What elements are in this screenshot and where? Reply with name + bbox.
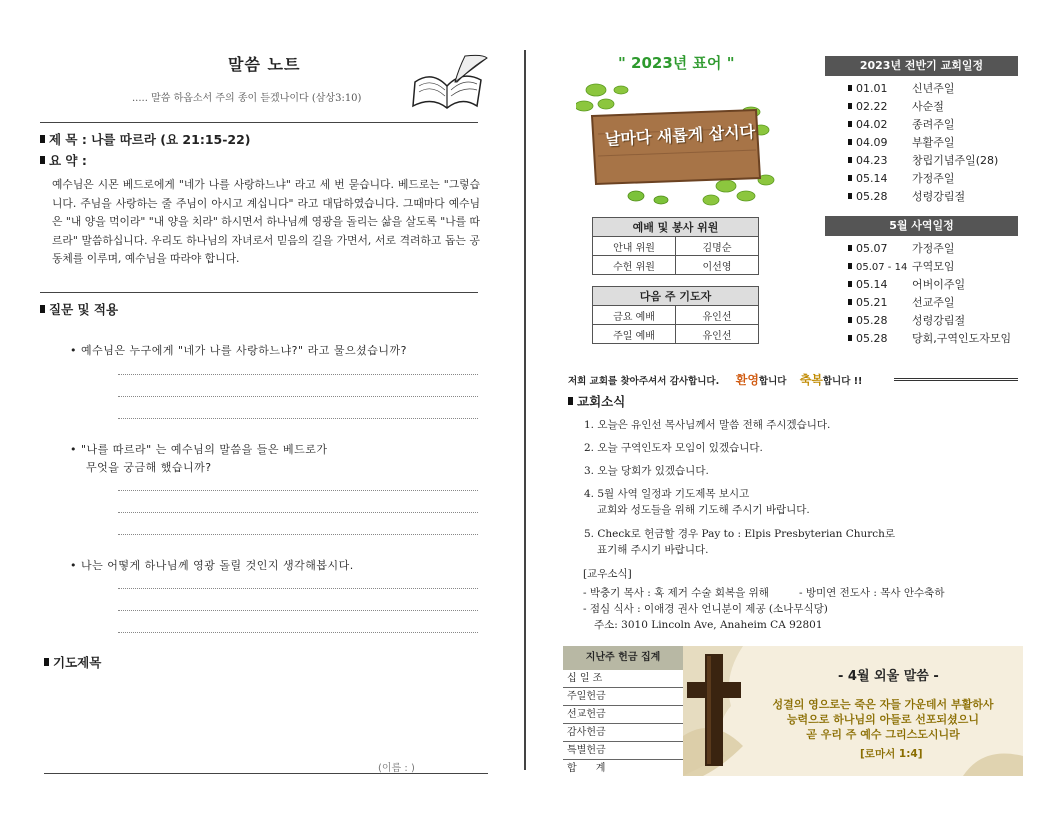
summary-text: 예수님은 시몬 베드로에게 "네가 나를 사랑하느냐" 라고 세 번 묻습니다. 베드로는 "그렇습니다. 주님을 사랑하는 줄 주님이 아시고 계십니다" 라고 대답하였습니다. 그때마다 예수님은 "내 양을 먹이라" "내 양을 치라" 하시면서 하나님께 영광을 돌리는 삶을 살도록 "나를 따르라" 말씀하십니다. 우리도 하나님의 자녀로서 믿음의 길을 가면서, 서로 격려하고 돕는 공동체를 이루며, 예수님을 따라야 합니다. xyxy=(52,178,480,265)
prayer-heading: 기도제목 xyxy=(44,653,101,671)
schedule-event: 성령강림절 xyxy=(912,190,966,203)
schedule-date: 05.28 xyxy=(856,332,888,345)
offering-row: 선교헌금 xyxy=(563,706,683,724)
offering-row: 특별헌금 xyxy=(563,742,683,760)
schedule-event: 가정주일 xyxy=(912,242,955,255)
members-address: 주소: 3010 Lincoln Ave, Anaheim CA 92801 xyxy=(594,619,823,631)
schedule-date: 01.01 xyxy=(856,82,888,95)
bullet-icon xyxy=(848,317,852,323)
question-1: • 예수님은 누구에게 "네가 나를 사랑하느냐?" 라고 물으셨습니까? xyxy=(70,344,407,357)
page-title: 말씀 노트 xyxy=(228,55,301,74)
prayer-role: 금요 예배 xyxy=(593,306,676,325)
news-item-4-line-2: 교회와 성도들을 위해 기도해 주시기 바랍니다. xyxy=(597,504,810,516)
schedule-event: 성령강림절 xyxy=(912,314,966,327)
schedule-event: 당회,구역인도자모임 xyxy=(912,332,1012,345)
answer-line xyxy=(118,396,478,397)
staff-name: 김명순 xyxy=(676,237,759,256)
schedule-event: 어버이주일 xyxy=(912,278,966,291)
news-item-1: 1. 오늘은 유인선 목사님께서 말씀 전해 주시겠습니다. xyxy=(584,419,831,431)
bullet-icon xyxy=(848,299,852,305)
news-item-5-line-1: 5. Check로 헌금할 경우 Pay to : Elpis Presbyterian Church로 xyxy=(584,528,896,540)
bullet-icon xyxy=(848,245,852,251)
schedule-date: 05.28 xyxy=(856,190,888,203)
news-item-5-line-2: 표기해 주시기 바랍니다. xyxy=(597,544,709,556)
motto-text: 날마다 새롭게 삽시다 xyxy=(604,122,756,149)
may-schedule-list xyxy=(848,240,1011,348)
question-2-line-2: 무엇을 궁금해 했습니까? xyxy=(86,461,212,474)
schedule-event: 창립기념주일(28) xyxy=(912,154,999,167)
answer-line xyxy=(118,512,478,513)
h1-schedule-title: 2023년 전반기 교회일정 xyxy=(825,56,1018,76)
next-prayer-title: 다음 주 기도자 xyxy=(593,287,759,306)
staff-role: 안내 위원 xyxy=(593,237,676,256)
answer-line xyxy=(118,610,478,611)
welcome-banner: 저희 교회를 찾아주셔서 감사합니다. 환영합니다 축복합니다 !! xyxy=(568,373,863,387)
schedule-date: 05.14 xyxy=(856,278,888,291)
prayer-name: 유인선 xyxy=(676,306,759,325)
schedule-row xyxy=(848,80,998,98)
schedule-event: 부활주일 xyxy=(912,136,955,149)
schedule-date: 05.07 - 14 xyxy=(856,262,908,273)
staff-name: 이선영 xyxy=(676,256,759,275)
question-3: • 나는 어떻게 하나님께 영광 돌릴 것인지 생각해봅시다. xyxy=(70,559,354,572)
book-quill-icon xyxy=(407,52,489,114)
bullet-icon xyxy=(848,281,852,287)
offering-row: 감사헌금 xyxy=(563,724,683,742)
bullet-icon xyxy=(848,121,852,127)
bullet-icon xyxy=(848,85,852,91)
schedule-date: 04.09 xyxy=(856,136,888,149)
schedule-date: 04.02 xyxy=(856,118,888,131)
center-divider xyxy=(524,50,526,770)
schedule-row xyxy=(848,240,1011,258)
schedule-event: 가정주일 xyxy=(912,172,955,185)
schedule-row xyxy=(848,98,998,116)
bullet-icon xyxy=(848,175,852,181)
answer-line xyxy=(118,534,478,535)
bullet-icon xyxy=(848,193,852,199)
bullet-icon xyxy=(848,157,852,163)
news-item-4-line-1: 4. 5월 사역 일정과 기도제목 보시고 xyxy=(584,488,750,500)
schedule-date: 04.23 xyxy=(856,154,888,167)
bullet-icon xyxy=(848,335,852,341)
news-heading: 교회소식 xyxy=(568,392,625,410)
members-line-1: - 박충기 목사 : 혹 제거 수술 회복을 위해 - 방미연 전도사 : 목사 안수축하 xyxy=(583,587,945,599)
staff-role: 수헌 위원 xyxy=(593,256,676,275)
schedule-row xyxy=(848,188,998,206)
schedule-row xyxy=(848,116,998,134)
bullet-icon xyxy=(848,139,852,145)
answer-line xyxy=(118,632,478,633)
schedule-date: 02.22 xyxy=(856,100,888,113)
offering-row: 십 일 조 xyxy=(563,670,683,688)
schedule-event: 사순절 xyxy=(912,100,944,113)
schedule-event: 신년주일 xyxy=(912,82,955,95)
schedule-event: 선교주일 xyxy=(912,296,955,309)
schedule-event: 종려주일 xyxy=(912,118,955,131)
h1-schedule-list xyxy=(848,80,998,206)
schedule-date: 05.14 xyxy=(856,172,888,185)
subject-heading: 제 목 : 나를 따르라 (요 21:15-22) xyxy=(40,130,251,148)
offering-row: 주일헌금 xyxy=(563,688,683,706)
page-subtitle: ..... 말씀 하옵소서 주의 종이 듣겠나이다 (삼상3:10) xyxy=(132,93,362,104)
schedule-date: 05.21 xyxy=(856,296,888,309)
verse-text: 성결의 영으로는 죽은 자들 가운데서 부활하사 능력으로 하나님의 아들로 선포되셨으니 곧 우리 주 예수 그리스도시니라 xyxy=(772,698,994,741)
answer-line xyxy=(118,588,478,589)
schedule-date: 05.07 xyxy=(856,242,888,255)
schedule-row xyxy=(848,330,1011,348)
verse-reference: [로마서 1:4] xyxy=(860,748,923,760)
schedule-event: 구역모임 xyxy=(912,260,955,273)
answer-line xyxy=(118,490,478,491)
worship-staff-title: 예배 및 봉사 위원 xyxy=(593,218,759,237)
prayer-name: 유인선 xyxy=(676,325,759,344)
news-item-3: 3. 오늘 당회가 있겠습니다. xyxy=(584,465,709,477)
verse-title: - 4월 외울 말씀 - xyxy=(838,669,939,684)
schedule-row xyxy=(848,294,1011,312)
next-prayer-table xyxy=(592,286,759,344)
schedule-row xyxy=(848,258,1011,276)
question-2-line-1: • "나를 따르라" 는 예수님의 말씀을 들은 베드로가 xyxy=(70,443,328,456)
schedule-row xyxy=(848,276,1011,294)
worship-staff-table xyxy=(592,217,759,275)
motto-title: " 2023년 표어 " xyxy=(618,54,735,72)
members-heading: [교우소식] xyxy=(583,568,632,580)
news-item-2: 2. 오늘 구역인도자 모임이 있겠습니다. xyxy=(584,442,763,454)
members-line-2: - 점심 식사 : 이애경 권사 언니분이 제공 (소나무식당) xyxy=(583,603,828,615)
schedule-row xyxy=(848,134,998,152)
schedule-row xyxy=(848,170,998,188)
answer-line xyxy=(118,374,478,375)
questions-heading: 질문 및 적용 xyxy=(40,300,118,318)
may-schedule-title: 5월 사역일정 xyxy=(825,216,1018,236)
schedule-row xyxy=(848,152,998,170)
offering-table xyxy=(563,646,683,776)
prayer-role: 주일 예배 xyxy=(593,325,676,344)
answer-line xyxy=(118,418,478,419)
summary-heading: 요 약 : xyxy=(40,151,87,169)
schedule-row xyxy=(848,312,1011,330)
schedule-date: 05.28 xyxy=(856,314,888,327)
offering-total-row: 합 계 xyxy=(567,763,606,774)
bullet-icon xyxy=(848,103,852,109)
bullet-icon xyxy=(848,263,852,269)
name-label: (이름 : ) xyxy=(378,763,415,774)
offering-title: 지난주 헌금 집계 xyxy=(563,646,683,670)
